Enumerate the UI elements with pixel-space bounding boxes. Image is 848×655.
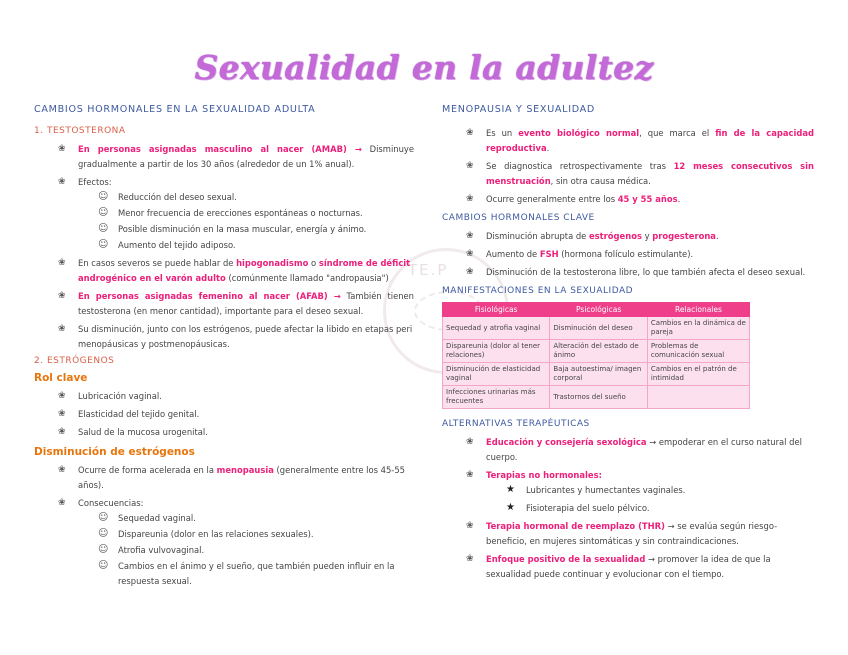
item-text: Se diagnostica retrospectivamente tras — [486, 161, 674, 171]
table-cell: Cambios en la dinámica de pareja — [647, 317, 749, 340]
highlight: Enfoque positivo de la sexualidad — [486, 554, 646, 564]
role-list — [34, 389, 414, 440]
highlight: En personas asignadas femenino al nacer (AFAB) → — [78, 291, 341, 301]
subsection-title: CAMBIOS HORMONALES CLAVE — [442, 213, 595, 223]
list-item: ☺ Atrofia vulvovaginal. — [98, 543, 414, 558]
table-row — [443, 386, 750, 409]
highlight: Educación y consejería sexológica — [486, 437, 647, 447]
table-header: Psicológicas — [550, 303, 648, 317]
page-title: Sexualidad en la adultez — [194, 48, 654, 87]
table-cell: Cambios en el patrón de intimidad — [647, 363, 749, 386]
highlight: 12 meses consecutivos sin menstruación — [486, 161, 814, 186]
orange-heading: Rol clave — [34, 372, 88, 384]
item-text: o — [308, 258, 319, 268]
list-item — [58, 289, 414, 319]
list-item — [58, 256, 414, 286]
list-item: ☺ Dispareunia (dolor en las relaciones sexuales). — [98, 527, 414, 542]
item-text: → empoderar en el curso natural del cuerpo. — [486, 437, 802, 462]
item-text: . — [546, 143, 550, 153]
list-item: ★ Fisioterapia del suelo pélvico. — [506, 501, 814, 516]
testosterone-list — [34, 142, 414, 352]
highlight: estrógenos — [589, 231, 642, 241]
highlight: En personas asignadas masculino al nacer (AMAB) → — [78, 144, 362, 154]
list-item: ☺ Reducción del deseo sexual. — [98, 190, 414, 205]
item-text: Es un — [486, 128, 519, 138]
table-cell: Baja autoestima/ imagen corporal — [550, 363, 648, 386]
table-cell — [647, 386, 749, 409]
list-item: ★ Lubricantes y humectantes vaginales. — [506, 483, 814, 498]
list-item — [466, 159, 814, 189]
subsection-title: 2. ESTRÓGENOS — [34, 356, 115, 366]
orange-heading: Disminución de estrógenos — [34, 446, 195, 458]
table-row — [443, 317, 750, 340]
list-item: ❀ Salud de la mucosa urogenital. — [58, 425, 414, 440]
list-item: ☺ Sequedad vaginal. — [98, 511, 414, 526]
section-heading: CAMBIOS HORMONALES EN LA SEXUALIDAD ADULTA — [34, 104, 316, 115]
subsection-title: MANIFESTACIONES EN LA SEXUALIDAD — [442, 286, 634, 296]
list-item: ☺ Aumento del tejido adiposo. — [98, 238, 414, 253]
highlight: 45 y 55 años — [617, 194, 678, 204]
item-text: En casos severos se puede hablar de — [78, 258, 237, 268]
left-column — [34, 104, 414, 592]
table-cell: Dispareunia (dolor al tener relaciones) — [443, 340, 550, 363]
item-text: y — [641, 231, 653, 241]
table-cell: Disminución de elasticidad vaginal — [443, 363, 550, 386]
watermark-text: TE.P — [408, 261, 449, 279]
subsection-title: 1. TESTOSTERONA — [34, 126, 126, 136]
list-item: ☺ Menor frecuencia de erecciones espontáneas o nocturnas. — [98, 206, 414, 221]
table-row — [443, 340, 750, 363]
highlight: Terapia hormonal de reemplazo (THR) — [486, 521, 665, 531]
list-item — [466, 126, 814, 156]
section-heading: MENOPAUSIA Y SEXUALIDAD — [442, 104, 596, 115]
list-item — [58, 142, 414, 172]
highlight: síndrome de déficit androgénico en el varón adulto — [78, 258, 411, 283]
effects-list — [78, 190, 414, 253]
table-cell: Infecciones urinarias más frecuentes — [443, 386, 550, 409]
highlight: menopausia — [216, 465, 274, 475]
list-item — [466, 468, 814, 516]
item-text: Consecuencias: — [78, 498, 144, 508]
highlight: FSH — [539, 249, 559, 259]
list-item: ❀ Disminución de la testosterona libre, lo que también afecta el deseo sexual. — [466, 265, 814, 280]
item-text: , que marca el — [639, 128, 716, 138]
table-cell: Alteración del estado de ánimo — [550, 340, 648, 363]
list-item — [58, 175, 414, 253]
list-item: ❀ Elasticidad del tejido genital. — [58, 407, 414, 422]
list-item — [466, 247, 814, 262]
table-cell: Problemas de comunicación sexual — [647, 340, 749, 363]
list-item — [58, 496, 414, 589]
table-cell: Disminución del deseo — [550, 317, 648, 340]
item-text: . — [715, 231, 719, 241]
item-text: (generalmente entre los 45-55 años). — [78, 465, 405, 490]
consequences-list — [78, 511, 414, 589]
table-cell: Sequedad y atrofia vaginal — [443, 317, 550, 340]
item-text: Disminuye gradualmente a partir de los 30 años (alrededor de un 1% anual). — [78, 144, 414, 169]
table-cell: Trastornos del sueño — [550, 386, 648, 409]
hormone-changes-list — [442, 229, 814, 280]
item-text: → se evalúa según riesgo-beneficio, en mujeres sintomáticas y sin contraindicaciones. — [486, 521, 778, 546]
table-header-row — [443, 303, 750, 317]
highlight: evento biológico normal — [518, 128, 640, 138]
menopause-list — [442, 126, 814, 207]
therapies-list — [442, 435, 814, 582]
highlight: progesterona — [652, 231, 716, 241]
highlight: Terapias no hormonales: — [486, 470, 602, 480]
item-text: (comúnmente llamado "andropausia") — [225, 273, 389, 283]
item-text: → promover la idea de que la sexualidad puede continuar y evolucionar con el tiempo. — [486, 554, 771, 579]
non-hormonal-list — [486, 483, 814, 516]
list-item — [466, 229, 814, 244]
list-item — [466, 519, 814, 549]
manifestations-table — [442, 302, 750, 409]
list-item: ❀ Su disminución, junto con los estrógenos, puede afectar la libido en etapas peri menopáusicas y postmenopáusicas. — [58, 322, 414, 352]
list-item — [58, 463, 414, 493]
item-text: Disminución abrupta de — [486, 231, 589, 241]
list-item: ☺ Cambios en el ánimo y el sueño, que también pueden influir en la respuesta sexual. — [98, 559, 414, 589]
item-text: También tienen testosterona (en menor cantidad), importante para el deseo sexual. — [78, 291, 414, 316]
item-text: (hormona folículo estimulante). — [558, 249, 694, 259]
item-text: . — [677, 194, 681, 204]
decrease-list — [34, 463, 414, 589]
list-item — [466, 552, 814, 582]
table-header: Fisiológicas — [443, 303, 550, 317]
list-item — [466, 192, 814, 207]
list-item — [466, 435, 814, 465]
table-header: Relacionales — [647, 303, 749, 317]
subsection-title: ALTERNATIVAS TERAPÉUTICAS — [442, 419, 590, 429]
right-column — [442, 104, 814, 585]
list-item: ☺ Posible disminución en la masa muscular, energía y ánimo. — [98, 222, 414, 237]
item-text: Aumento de — [486, 249, 540, 259]
item-text: , sin otra causa médica. — [550, 176, 651, 186]
highlight: fin de la capacidad reproductiva — [486, 128, 815, 153]
item-text: Efectos: — [78, 177, 112, 187]
list-item: ❀ Lubricación vaginal. — [58, 389, 414, 404]
table-row — [443, 363, 750, 386]
item-text: Ocurre generalmente entre los — [486, 194, 618, 204]
item-text: Ocurre de forma acelerada en la — [78, 465, 217, 475]
highlight: hipogonadismo — [236, 258, 309, 268]
